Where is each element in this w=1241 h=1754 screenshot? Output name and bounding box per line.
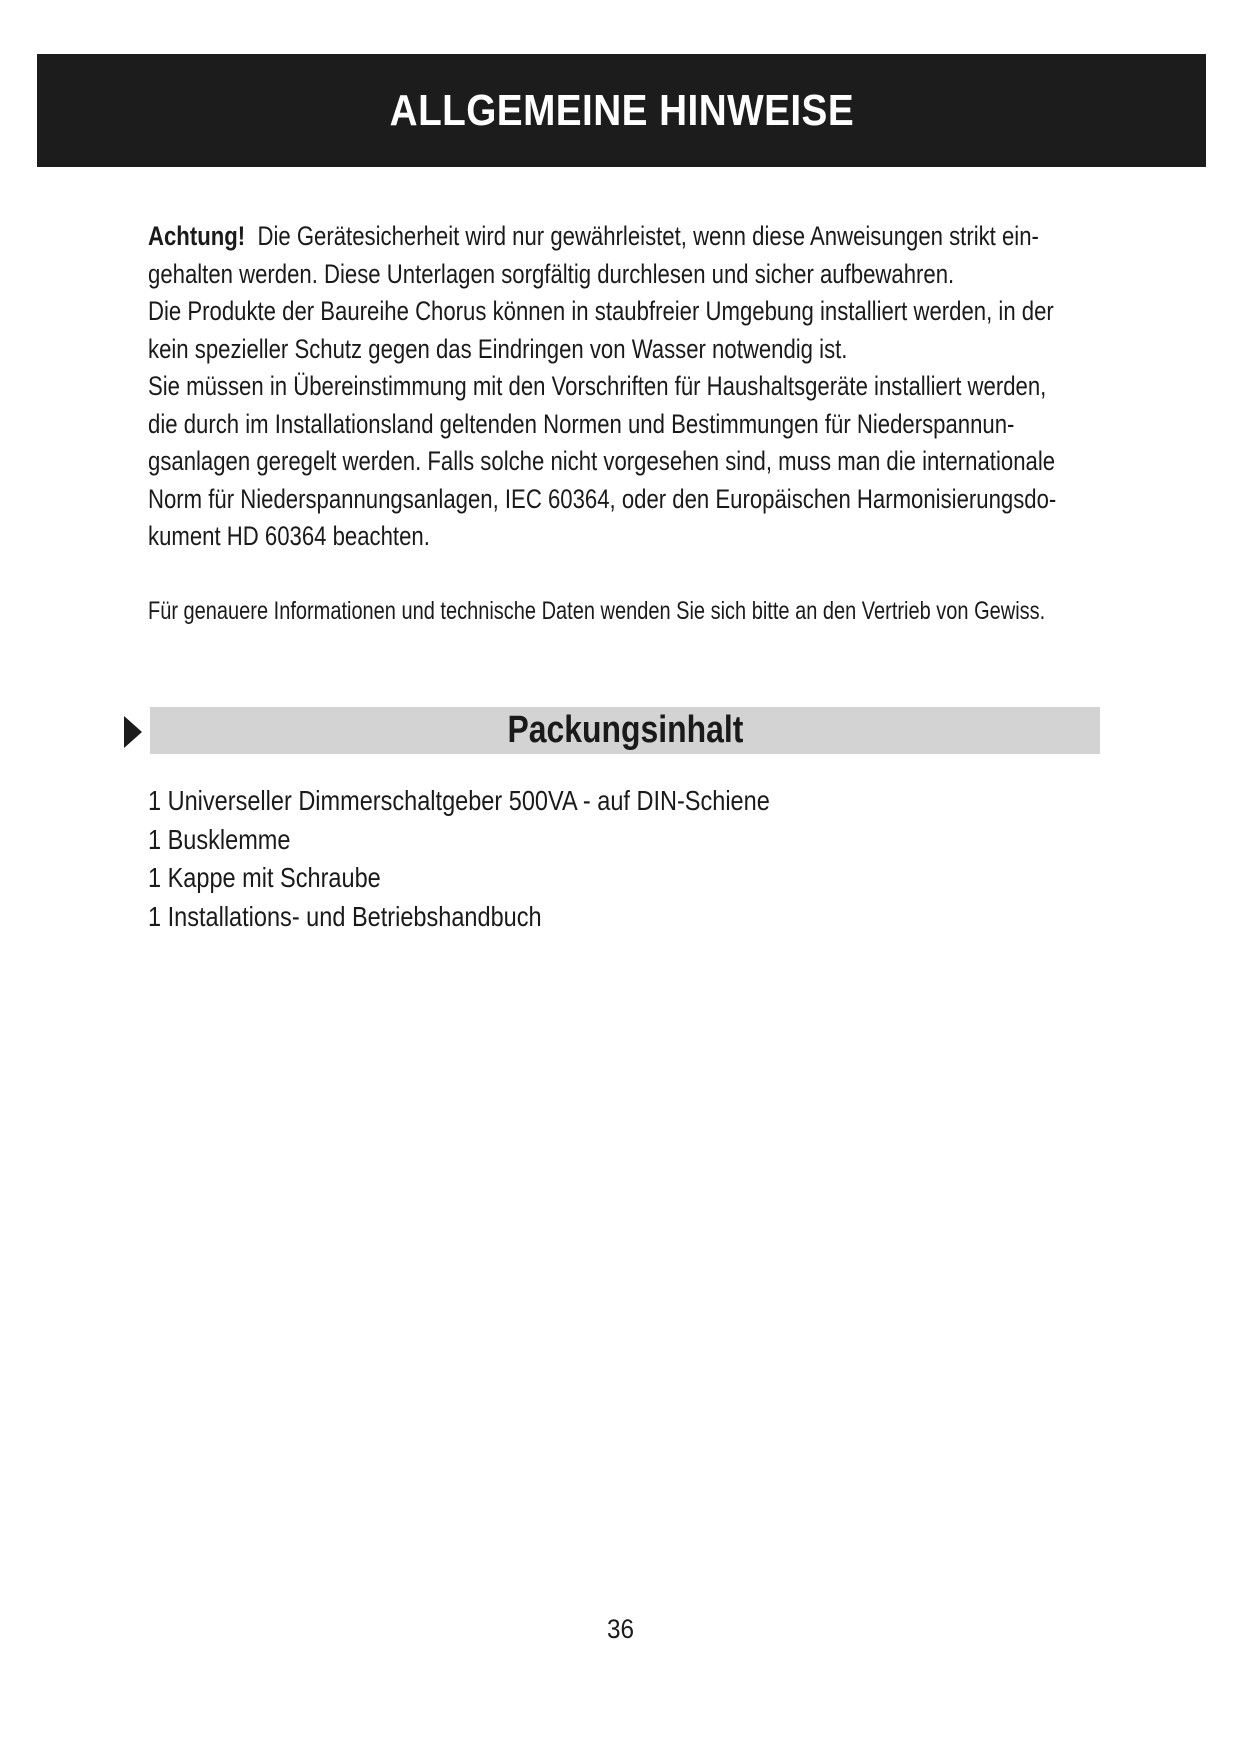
page-title: ALLGEMEINE HINWEISE xyxy=(389,85,854,135)
page-number: 36 xyxy=(606,1614,635,1644)
notice-line-6: die durch im Installationsland geltenden Normen und Bestimmungen für Niederspannun- xyxy=(148,408,1015,439)
list-item: 1 Busklemme xyxy=(148,823,291,855)
notice-line-2: gehalten werden. Diese Unterlagen sorgfältig durchlesen und sicher aufbewahren. xyxy=(148,258,955,289)
list-item: 1 Universeller Dimmerschaltgeber 500VA - auf DIN-Schiene xyxy=(148,785,770,816)
notice-line-1-text: Die Gerätesicherheit wird nur gewährleistet, wenn diese Anweisungen strikt ein- xyxy=(257,221,1039,251)
list-item: 1 Kappe mit Schraube xyxy=(148,862,381,893)
package-contents-list xyxy=(148,782,888,936)
notice-line-4: kein spezieller Schutz gegen das Eindringen von Wasser notwendig ist. xyxy=(148,333,848,364)
notice-line-8: Norm für Niederspannungsanlagen, IEC 60364, oder den Europäischen Harmonisierungsdo- xyxy=(148,483,1057,514)
notice-line-9: kument HD 60364 beachten. xyxy=(148,521,430,551)
section-title: Packungsinhalt xyxy=(507,709,743,751)
page-header-bar xyxy=(37,54,1206,167)
safety-notice xyxy=(148,218,1128,556)
notice-line-1 xyxy=(148,218,1039,256)
section-header-bar xyxy=(150,707,1100,754)
info-text: Für genauere Informationen und technische Daten wenden Sie sich bitte an den Vertrieb von Gewiss. xyxy=(148,597,1046,625)
notice-line-3: Die Produkte der Baureihe Chorus können in staubfreier Umgebung installiert werden, in der xyxy=(148,296,1054,326)
list-item: 1 Installations- und Betriebshandbuch xyxy=(148,900,542,932)
notice-label: Achtung! xyxy=(148,221,246,251)
triangle-arrow-icon xyxy=(124,716,142,748)
notice-line-7: gsanlagen geregelt werden. Falls solche nicht vorgesehen sind, muss man die internationale xyxy=(148,446,1056,476)
notice-line-5: Sie müssen in Übereinstimmung mit den Vorschriften für Haushaltsgeräte installiert werden, xyxy=(148,371,1047,401)
